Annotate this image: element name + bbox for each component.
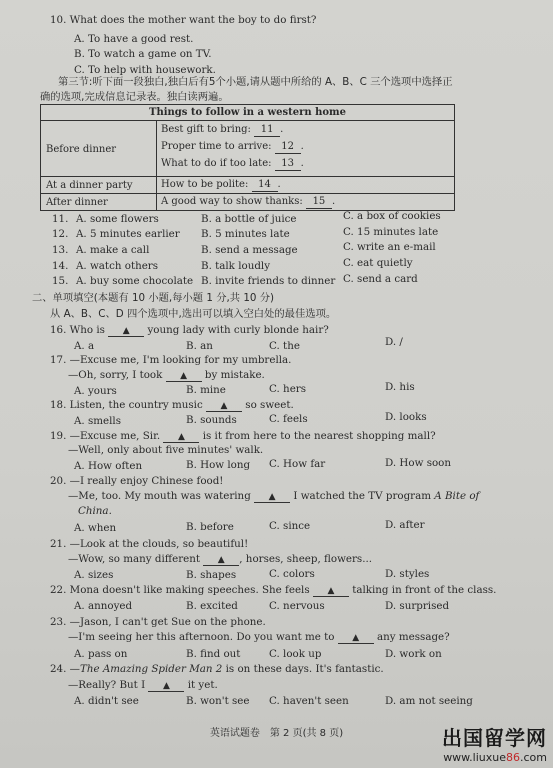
q22-option-d: D. surprised — [385, 600, 450, 612]
table-blank: 15 — [306, 196, 332, 209]
q17-option-d: D. his — [385, 381, 415, 393]
q24-option-b: B. won't see — [186, 695, 250, 707]
q20-line3: China. — [78, 505, 112, 517]
q23-line1: 23. —Jason, I can't get Sue on the phone. — [50, 616, 266, 628]
q16-option-d: D. / — [385, 336, 403, 348]
row-label-before-dinner: Before dinner — [46, 144, 117, 155]
q21-line1: 21. —Look at the clouds, so beautiful! — [50, 538, 249, 550]
q20-option-c: C. since — [269, 520, 311, 532]
q24-option-c: C. haven't seen — [269, 695, 349, 707]
q18-option-b: B. sounds — [186, 414, 237, 426]
q19-option-c: C. How far — [269, 458, 326, 470]
q19-line2: —Well, only about five minutes' walk. — [68, 444, 264, 456]
table-blank: 11 — [254, 124, 280, 137]
q16-option-c: C. the — [269, 340, 300, 352]
q14-option-c: C. eat quietly — [343, 257, 413, 269]
table-item: Proper time to arrive: 12 . — [161, 141, 304, 152]
part2-instruction: 从 A、B、C、D 四个选项中,选出可以填入空白处的最佳选项。 — [50, 308, 337, 320]
q21-option-a: A. sizes — [74, 569, 114, 581]
q21-option-b: B. shapes — [186, 569, 237, 581]
site-watermark — [442, 722, 547, 764]
q17-option-c: C. hers — [269, 383, 306, 395]
section3-instruction-line1: 第三节:听下面一段独白,独白后有5个小题,请从题中所给的 A、B、C 三个选项中选择正 — [58, 76, 453, 88]
q22-option-b: B. excited — [186, 600, 238, 612]
q19-option-d: D. How soon — [385, 457, 452, 469]
q23-option-b: B. find out — [186, 648, 241, 660]
answer-blank — [206, 401, 242, 412]
q16-option-a: A. a — [74, 340, 95, 352]
table-item: How to be polite: 14 . — [161, 179, 281, 190]
answer-blank — [148, 681, 184, 692]
table-title: Things to follow in a western home — [149, 107, 346, 118]
answer-blank — [203, 555, 239, 566]
q20-option-d: D. after — [385, 519, 425, 531]
q22-option-c: C. nervous — [269, 600, 325, 612]
q19-option-a: A. How often — [74, 460, 143, 472]
answer-blank — [166, 371, 202, 382]
q18-stem: 18. Listen, the country music ▲ so sweet. — [50, 399, 294, 412]
q24-option-d: D. am not seeing — [385, 695, 473, 707]
q13-num: 13. — [52, 244, 69, 256]
table-blank: 12 — [275, 141, 301, 154]
q10-option-a: A. To have a good rest. — [74, 33, 194, 45]
table-item: A good way to show thanks: 15 . — [161, 196, 336, 207]
q15-option-c: C. send a card — [343, 273, 418, 285]
q19-line1: 19. —Excuse me, Sir. ▲ is it from here to the nearest shopping mall? — [50, 430, 436, 443]
table-blank: 13 — [275, 158, 301, 171]
q23-option-d: D. work on — [385, 648, 442, 660]
q19-option-b: B. How long — [186, 459, 251, 471]
table-item: Best gift to bring: 11 . — [161, 124, 284, 135]
answer-blank — [313, 586, 349, 597]
answer-blank — [338, 633, 374, 644]
watermark-logo-text: 出国留学网 — [442, 726, 547, 750]
q23-option-a: A. pass on — [74, 648, 128, 660]
q17-option-b: B. mine — [186, 384, 226, 396]
q24-line1: 24. —The Amazing Spider Man 2 is on these days. It's fantastic. — [50, 663, 384, 675]
q15-num: 15. — [52, 275, 69, 287]
q14-num: 14. — [52, 260, 69, 272]
q20-line2: —Me, too. My mouth was watering ▲ I watched the TV program A Bite of — [68, 490, 479, 503]
q15-option-a: A. buy some chocolate — [76, 275, 194, 287]
row-label-dinner-party: At a dinner party — [46, 180, 133, 191]
q13-option-a: A. make a call — [76, 244, 150, 256]
watermark-url: www.liuxue86.com — [443, 751, 547, 764]
q12-num: 12. — [52, 228, 69, 240]
q16-stem: 16. Who is ▲ young lady with curly blonde hair? — [50, 324, 329, 337]
q18-option-a: A. smells — [74, 415, 121, 427]
answer-blank — [163, 432, 199, 443]
q17-option-a: A. yours — [74, 385, 117, 397]
info-table — [40, 104, 455, 211]
q17-line2: —Oh, sorry, I took ▲ by mistake. — [68, 369, 265, 382]
answer-blank — [254, 492, 290, 503]
q24-option-a: A. didn't see — [74, 695, 139, 707]
part2-heading: 二、单项填空(本题有 10 小题,每小题 1 分,共 10 分) — [32, 292, 275, 304]
q22-option-a: A. annoyed — [74, 600, 133, 612]
q11-option-a: A. some flowers — [76, 213, 159, 225]
row-label-after-dinner: After dinner — [46, 197, 108, 208]
q23-line2: —I'm seeing her this afternoon. Do you want me to ▲ any message? — [68, 631, 450, 644]
q17-line1: 17. —Excuse me, I'm looking for my umbrella. — [50, 354, 292, 366]
q20-option-b: B. before — [186, 521, 234, 533]
q12-option-a: A. 5 minutes earlier — [76, 228, 180, 240]
q13-option-b: B. send a message — [201, 244, 298, 256]
q21-line2: —Wow, so many different ▲ , horses, sheep, flowers... — [68, 553, 372, 566]
q10-option-c: C. To help with housework. — [74, 64, 216, 76]
q14-option-b: B. talk loudly — [201, 260, 271, 272]
q16-option-b: B. an — [186, 340, 213, 352]
q22-stem: 22. Mona doesn't like making speeches. She feels ▲ talking in front of the class. — [50, 584, 496, 597]
q15-option-b: B. invite friends to dinner — [201, 275, 336, 287]
q11-option-c: C. a box of cookies — [343, 210, 441, 222]
q12-option-b: B. 5 minutes late — [201, 228, 290, 240]
q10-option-b: B. To watch a game on TV. — [74, 48, 212, 60]
table-blank: 14 — [252, 179, 278, 192]
q23-option-c: C. look up — [269, 648, 322, 660]
q21-option-d: D. styles — [385, 568, 430, 580]
q11-option-b: B. a bottle of juice — [201, 213, 297, 225]
q20-line1: 20. —I really enjoy Chinese food! — [50, 475, 224, 487]
q13-option-c: C. write an e-mail — [343, 241, 436, 253]
q14-option-a: A. watch others — [76, 260, 159, 272]
table-item: What to do if too late: 13 . — [161, 158, 304, 169]
answer-blank — [108, 326, 144, 337]
q10-stem: 10. What does the mother want the boy to do first? — [50, 14, 317, 26]
q20-option-a: A. when — [74, 522, 117, 534]
q11-num: 11. — [52, 213, 69, 225]
q12-option-c: C. 15 minutes late — [343, 226, 439, 238]
section3-instruction-line2: 确的选项,完成信息记录表。独白读两遍。 — [40, 91, 229, 103]
q18-option-d: D. looks — [385, 411, 427, 423]
q24-line2: —Really? But I ▲ it yet. — [68, 679, 218, 692]
q18-option-c: C. feels — [269, 413, 308, 425]
q21-option-c: C. colors — [269, 568, 315, 580]
page-footer: 英语试题卷 第 2 页(共 8 页) — [209, 728, 344, 739]
